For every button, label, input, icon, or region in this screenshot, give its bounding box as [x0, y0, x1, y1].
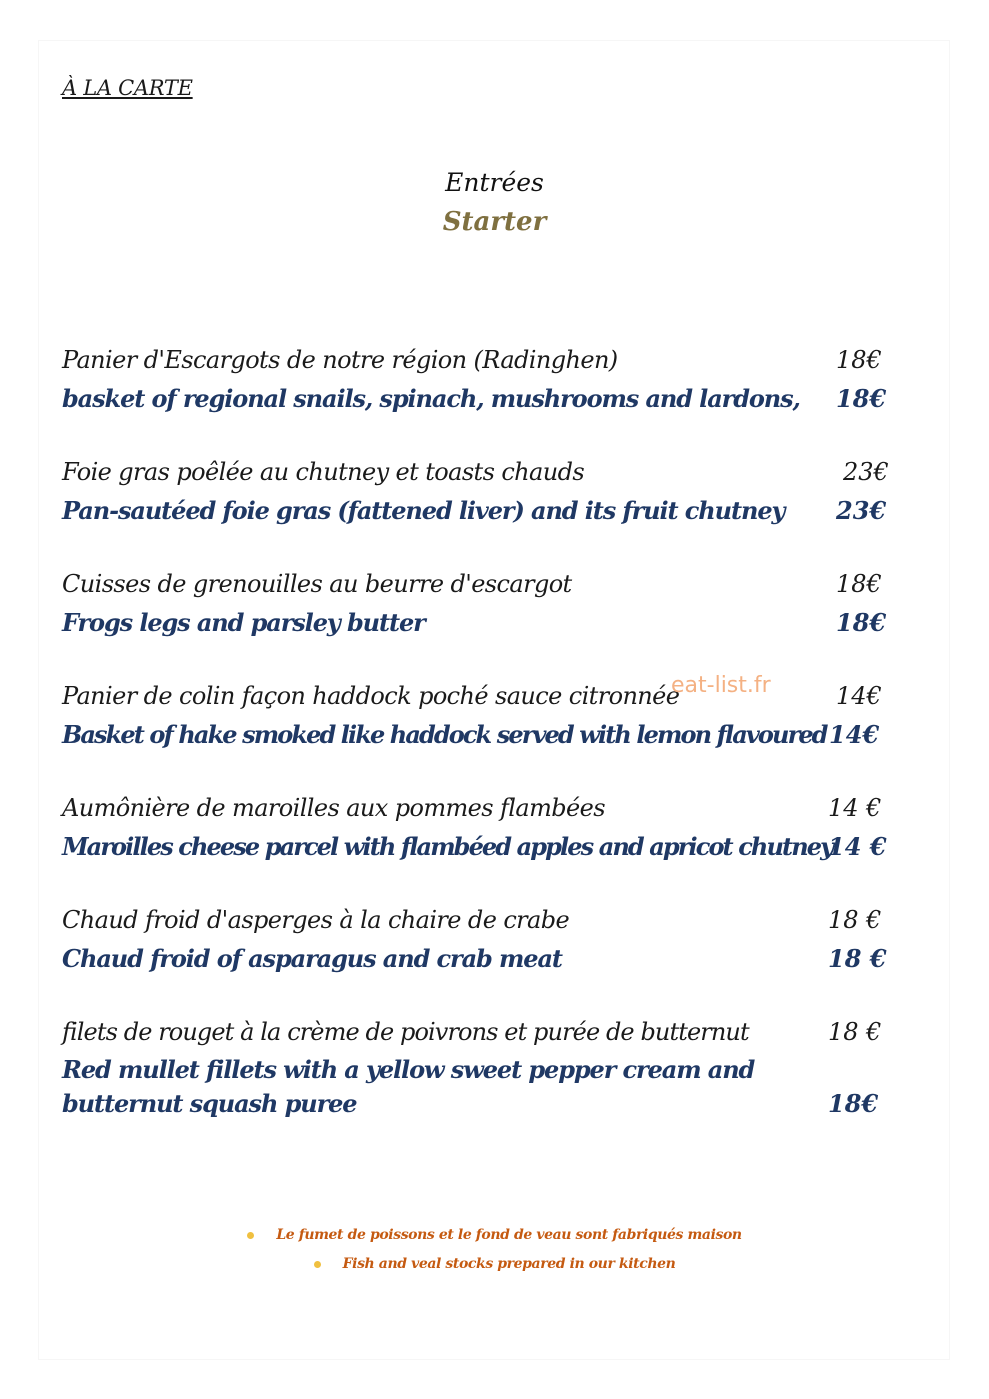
footnote-french-text: Le fumet de poissons et le fond de veau sont fabriqués maison: [276, 1227, 742, 1243]
section-title-french: Entrées: [445, 168, 544, 197]
dish-5-french-name: Aumônière de maroilles aux pommes flambées: [62, 794, 605, 822]
dish-1-english-price: 18€: [836, 384, 887, 413]
dish-5-english-name: Maroilles cheese parcel with flambéed apples and apricot chutney: [62, 832, 833, 861]
dish-3-english-price: 18€: [836, 608, 887, 637]
bullet-icon: [247, 1232, 254, 1239]
footnote-english: [0, 1256, 989, 1272]
dish-4-french-name: Panier de colin façon haddock poché sauce citronnée: [62, 682, 680, 710]
dish-4-english-price: 14€: [829, 720, 880, 749]
dish-1-english-name: basket of regional snails, spinach, mushrooms and lardons,: [62, 384, 800, 413]
dish-7-english-price: 18€: [828, 1089, 879, 1118]
dish-4-french-price: 14€: [836, 682, 882, 710]
dish-3-french-price: 18€: [836, 570, 882, 598]
section-title-english: Starter: [442, 207, 547, 237]
bullet-icon: [314, 1261, 321, 1268]
dish-6-french-name: Chaud froid d'asperges à la chaire de crabe: [62, 906, 570, 934]
dish-4-english-name: Basket of hake smoked like haddock served with lemon flavoured: [62, 720, 827, 749]
dish-2-french-price: 23€: [843, 458, 889, 486]
a-la-carte-heading: À LA CARTE: [62, 76, 193, 100]
dish-7-english-name-line2: butternut squash puree: [62, 1089, 357, 1118]
dish-3-french-name: Cuisses de grenouilles au beurre d'escargot: [62, 570, 572, 598]
dish-2-french-name: Foie gras poêlée au chutney et toasts chauds: [62, 458, 585, 486]
dish-6-english-name: Chaud froid of asparagus and crab meat: [62, 944, 562, 973]
eat-list-watermark: eat-list.fr: [671, 673, 771, 698]
dish-2-english-name: Pan-sautéed foie gras (fattened liver) and its fruit chutney: [62, 496, 785, 525]
dish-6-english-price: 18 €: [828, 944, 887, 973]
dish-6-french-price: 18 €: [828, 906, 882, 934]
dish-2-english-price: 23€: [836, 496, 887, 525]
dish-5-english-price: 14 €: [828, 832, 887, 861]
footnote-english-text: Fish and veal stocks prepared in our kitchen: [342, 1256, 676, 1272]
dish-5-french-price: 14 €: [828, 794, 882, 822]
dish-7-english-name: Red mullet fillets with a yellow sweet pepper cream and: [62, 1055, 755, 1084]
dish-7-french-name: filets de rouget à la crème de poivrons et purée de butternut: [62, 1018, 749, 1046]
dish-3-english-name: Frogs legs and parsley butter: [62, 608, 425, 637]
dish-1-french-price: 18€: [836, 346, 882, 374]
footnote-french: [0, 1227, 989, 1243]
dish-7-french-price: 18 €: [828, 1018, 882, 1046]
dish-1-french-name: Panier d'Escargots de notre région (Radinghen): [62, 346, 618, 374]
